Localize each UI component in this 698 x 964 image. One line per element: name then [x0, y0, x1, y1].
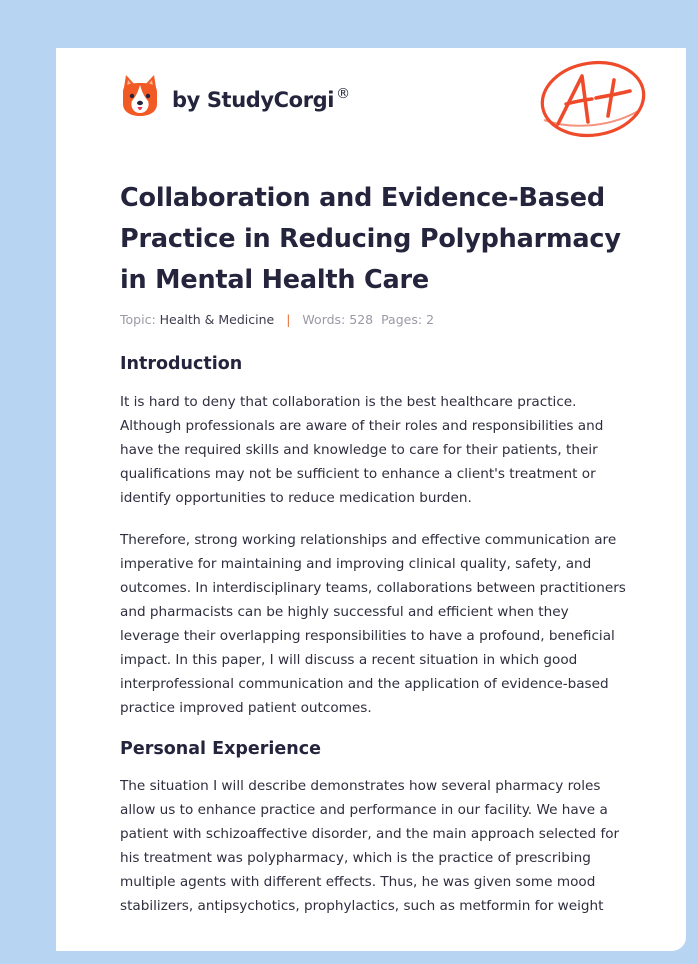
document-body: [120, 352, 630, 918]
studycorgi-logo[interactable]: [120, 74, 350, 118]
corgi-logo-icon: [120, 74, 160, 118]
meta-separator: |: [286, 312, 291, 327]
words-label: Words:: [302, 312, 346, 327]
a-plus-grade-stamp-icon: [536, 58, 648, 142]
document-title: Collaboration and Evidence-Based Practice in Reducing Polypharmacy in Mental Health Care: [120, 183, 621, 295]
document-meta: [120, 312, 434, 327]
introduction-paragraph: Therefore, strong working relationships and effective communication are imperative for maintaining and improving clinical quality, safety, and outcomes. In interdisciplinary teams, collaborations between practitioners and pharmacists can be highly successful and efficient when they leverage their overlapping responsibilities to have a profound, beneficial impact. In this paper, I will discuss a recent situation in which good interprofessional communication and the application of evidence-based practice improved patient outcomes.: [120, 532, 626, 716]
introduction-paragraph: It is hard to deny that collaboration is the best healthcare practice. Although professionals are aware of their roles and responsibilities and have the required skills and knowledge to care for their patients, their qualifications may not be sufficient to enhance a client's treatment or identify opportunities to reduce medication burden.: [120, 394, 604, 506]
introduction-heading: Introduction: [120, 354, 243, 374]
personal-experience-paragraph: The situation I will describe demonstrates how several pharmacy roles allow us to enhance practice and performance in our facility. We have a patient with schizoaffective disorder, and the main approach selected for his treatment was polypharmacy, which is the practice of prescribing multiple agents with different effects. Thus, he was given some mood stabilizers, antipsychotics, prophylactics, such as metformin for weight: [120, 778, 620, 914]
document-page: [56, 48, 686, 951]
pages-label: Pages:: [381, 312, 423, 327]
words-count: 528: [349, 312, 374, 327]
topic-link[interactable]: Health & Medicine: [159, 312, 275, 327]
personal-experience-heading: Personal Experience: [120, 739, 321, 759]
pages-count: 2: [426, 312, 435, 327]
brand-name: by StudyCorgi ®: [172, 86, 350, 112]
grade-badge: [536, 58, 648, 146]
topic-label: Topic:: [120, 312, 156, 327]
